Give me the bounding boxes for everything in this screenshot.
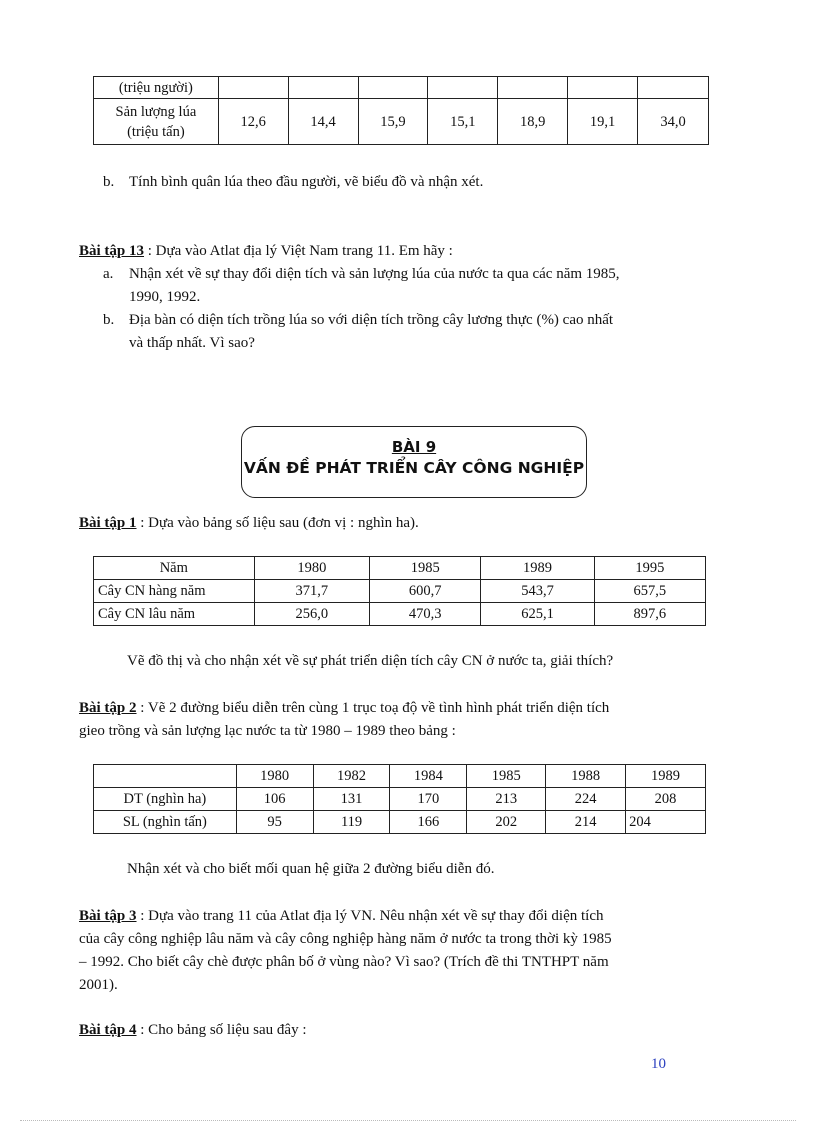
table-header-cell: 1995	[594, 557, 705, 580]
table-row	[94, 811, 706, 834]
lesson-number: BÀI 9	[391, 438, 437, 456]
exercise-intro: : Vẽ 2 đường biểu diễn trên cùng 1 trục toạ độ về tình hình phát triển diện tích	[136, 700, 610, 716]
exercise-label: Bài tập 13	[79, 243, 145, 259]
table-header-cell: 1988	[546, 765, 626, 788]
ex2-line2: gieo trồng và sản lượng lạc nước ta từ 1980 – 1989 theo bảng :	[79, 723, 456, 739]
cell-line: Sản lượng lúa	[115, 103, 197, 120]
table-row	[94, 788, 706, 811]
exercise-label: Bài tập 3	[79, 908, 137, 924]
table-cell: 34,0	[638, 99, 709, 145]
ex3-line4: 2001).	[79, 977, 118, 993]
table-cell: Cây CN lâu năm	[94, 603, 255, 626]
list-marker: b.	[103, 174, 115, 190]
list-marker: b.	[103, 312, 115, 328]
ex13-item-a-cont: 1990, 1992.	[129, 289, 201, 305]
table-cell: Cây CN hàng năm	[94, 580, 255, 603]
task-text: Tính bình quân lúa theo đầu người, vẽ biểu đồ và nhận xét.	[129, 174, 484, 190]
exercise-intro: : Dựa vào bảng số liệu sau (đơn vị : nghìn ha).	[136, 515, 419, 531]
exercise-label: Bài tập 4	[79, 1022, 137, 1038]
table-cell: 600,7	[370, 580, 481, 603]
table-cell: 256,0	[254, 603, 369, 626]
ex1-table	[93, 556, 706, 626]
table-cell	[94, 99, 219, 145]
table-header-cell: 1982	[313, 765, 390, 788]
table-row	[94, 603, 706, 626]
table-cell: SL (nghìn tấn)	[94, 811, 237, 834]
table-header-cell: 1980	[236, 765, 313, 788]
ex3-line2: của cây công nghiệp lâu năm và cây công nghiệp hàng năm ở nước ta trong thời kỳ 1985	[79, 931, 612, 947]
table-cell: 19,1	[568, 99, 638, 145]
exercise-label: Bài tập 2	[79, 700, 137, 716]
table-cell: 95	[236, 811, 313, 834]
table-header-cell: 1985	[467, 765, 546, 788]
table-row	[94, 765, 706, 788]
task-b	[103, 171, 483, 193]
ex13-heading	[79, 240, 453, 262]
lesson-title-box	[241, 426, 587, 498]
table-cell: 213	[467, 788, 546, 811]
table-cell: 657,5	[594, 580, 705, 603]
ex13-item-b-cont: và thấp nhất. Vì sao?	[129, 335, 255, 351]
table-row	[94, 77, 709, 99]
lesson-title: VẤN ĐỀ PHÁT TRIỂN CÂY CÔNG NGHIỆP	[243, 459, 585, 477]
table-header-cell: 1989	[481, 557, 594, 580]
table-row	[94, 99, 709, 145]
table-cell: 208	[626, 788, 706, 811]
item-text: Nhận xét về sự thay đổi diện tích và sản lượng lúa của nước ta qua các năm 1985,	[129, 266, 620, 282]
ex1-question: Vẽ đồ thị và cho nhận xét về sự phát triển diện tích cây CN ở nước ta, giải thích?	[127, 653, 614, 669]
exercise-intro: : Dựa vào trang 11 của Atlat địa lý VN. Nêu nhận xét về sự thay đổi diện tích	[136, 908, 604, 924]
page-number: 10	[651, 1056, 666, 1072]
table-cell: 897,6	[594, 603, 705, 626]
table-cell: 371,7	[254, 580, 369, 603]
table-cell: 204	[626, 811, 706, 834]
page-bottom-divider	[20, 1120, 796, 1121]
ex2-heading	[79, 697, 609, 719]
item-text: Địa bàn có diện tích trồng lúa so với diện tích trồng cây lương thực (%) cao nhất	[129, 312, 614, 328]
table-header-cell: 1984	[390, 765, 467, 788]
table-cell: 18,9	[498, 99, 568, 145]
exercise-intro: : Cho bảng số liệu sau đây :	[136, 1022, 307, 1038]
table-cell: 224	[546, 788, 626, 811]
ex3-heading	[79, 905, 604, 927]
table-cell: 15,1	[428, 99, 498, 145]
cell-line: (triệu tấn)	[127, 123, 185, 140]
table-cell: 106	[236, 788, 313, 811]
table-cell: 119	[313, 811, 390, 834]
table-header-cell: Năm	[94, 557, 255, 580]
table-header-cell: 1980	[254, 557, 369, 580]
table-header-cell	[94, 765, 237, 788]
table-header-cell: 1985	[370, 557, 481, 580]
table-cell: 14,4	[288, 99, 358, 145]
table-cell: 131	[313, 788, 390, 811]
ex2-question: Nhận xét và cho biết mối quan hệ giữa 2 đường biểu diễn đó.	[127, 861, 495, 877]
table-cell: 170	[390, 788, 467, 811]
top-table	[93, 76, 709, 145]
table-cell: 470,3	[370, 603, 481, 626]
ex3-line3: – 1992. Cho biết cây chè được phân bố ở vùng nào? Vì sao? (Trích đề thi TNTHPT năm	[79, 954, 609, 970]
table-cell: 202	[467, 811, 546, 834]
table-row	[94, 580, 706, 603]
exercise-label: Bài tập 1	[79, 515, 137, 531]
table-cell: 166	[390, 811, 467, 834]
ex13-item-a	[103, 263, 620, 285]
table-cell: (triệu người)	[94, 77, 219, 99]
table-cell: 625,1	[481, 603, 594, 626]
exercise-intro: : Dựa vào Atlat địa lý Việt Nam trang 11. Em hãy :	[144, 243, 453, 259]
list-marker: a.	[103, 266, 114, 282]
ex4-heading	[79, 1019, 307, 1041]
ex13-item-b	[103, 309, 613, 331]
table-cell: DT (nghìn ha)	[94, 788, 237, 811]
ex1-heading	[79, 512, 419, 534]
ex2-table	[93, 764, 706, 834]
table-header-cell: 1989	[626, 765, 706, 788]
table-cell: 214	[546, 811, 626, 834]
table-cell: 543,7	[481, 580, 594, 603]
table-cell: 15,9	[358, 99, 428, 145]
table-row	[94, 557, 706, 580]
table-cell: 12,6	[218, 99, 288, 145]
